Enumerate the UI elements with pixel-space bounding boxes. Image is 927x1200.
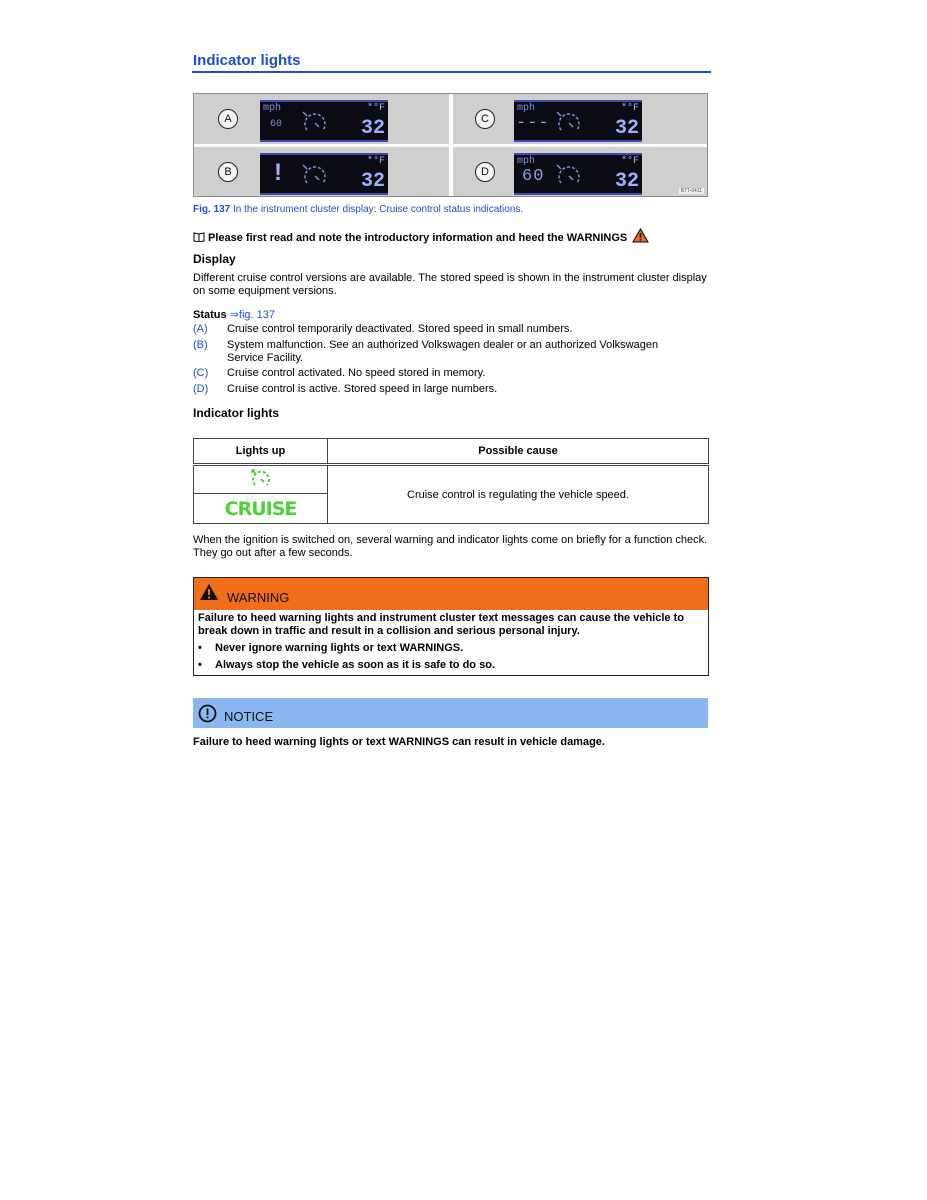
status-key: (B) [193,339,208,351]
lcd-mph: mph [263,103,282,114]
figure-caption [193,204,523,215]
warning-triangle-icon [199,583,219,601]
read-first-note [193,228,649,244]
cruise-control-icon [302,110,328,134]
list-item [193,323,708,336]
status-key: (A) [193,323,208,335]
notice-header [193,698,708,728]
lcd-display [514,153,642,195]
warning-bullet-text: Always stop the vehicle as soon as it is safe to do so. [215,659,495,671]
page-title: Indicator lights [193,52,301,69]
status-label: Status [193,309,227,321]
status-text: Cruise control activated. No speed stored in memory. [227,367,486,379]
panel-label: D [475,162,495,182]
title-rule [192,71,711,73]
lcd-display [260,153,388,195]
figure-panel-d [453,147,708,197]
list-item [193,367,708,380]
table-cell-icon [194,494,328,524]
column-header-lights-up: Lights up [194,439,328,465]
status-text: System malfunction. See an authorized Volkswagen dealer or an authorized Volkswagen Service Facility. [227,339,659,364]
lcd-temp-unit: *°F [620,103,639,114]
lcd-temperature: 32 [614,117,639,140]
figure-reference-link[interactable]: ⇒fig. 137 [226,309,275,321]
status-text: Cruise control is active. Stored speed in large numbers. [227,383,498,395]
figure-cluster-display [193,93,708,197]
lcd-temp-unit: *°F [366,156,385,167]
status-key: (D) [193,383,209,395]
lcd-temperature: 32 [360,170,385,193]
list-item [193,383,708,396]
lcd-display [514,100,642,142]
lcd-speed-large: --- [516,114,550,133]
cruise-control-icon [556,163,582,187]
notice-body: Failure to heed warning lights or text WARNINGS can result in vehicle damage. [193,736,605,748]
table-header-row [194,439,709,465]
lcd-malfunction: ! [274,159,282,186]
panel-label: C [475,109,495,129]
table-row [194,465,709,494]
lcd-mph: mph [517,156,536,167]
lcd-speed-large: 60 [522,167,545,186]
figure-panel-c [453,94,708,144]
book-icon [193,232,205,242]
status-heading [193,308,275,321]
table-cell-icon [194,465,328,494]
section-heading-display: Display [193,252,236,266]
bullet: • [198,659,202,671]
read-first-text: Please first read and note the introductory information and heed the WARNINGS [208,232,628,244]
cruise-text-indicator: CRUISE [224,497,297,520]
warning-triangle-icon [632,228,649,243]
warning-header [194,578,708,610]
list-item [193,339,708,365]
section-heading-indicator-lights: Indicator lights [193,406,280,420]
warning-bullet-text: Never ignore warning lights or text WARNINGS. [215,642,464,654]
figure-number: Fig. 137 [193,204,231,215]
display-paragraph: Different cruise control versions are available. The stored speed is shown in the instrument cluster display on some equipment versions. [193,272,707,297]
lcd-speed-small: 60 [270,119,283,130]
cruise-control-icon [250,468,272,488]
column-header-possible-cause: Possible cause [328,439,709,465]
bullet: • [198,642,202,654]
notice-title: NOTICE [224,709,274,724]
warning-box [193,577,709,676]
table-cell-cause: Cruise control is regulating the vehicle speed. [328,465,709,524]
lcd-temp-unit: *°F [620,156,639,167]
figure-panel-b [194,147,449,197]
exclamation-circle-icon [198,704,217,723]
cruise-control-icon [556,110,582,134]
panel-label: A [218,109,238,129]
warning-body: Failure to heed warning lights and instrument cluster text messages can cause the vehicle to break down in traffic and result in a collision and serious personal injury. [198,612,684,637]
figure-code: B7T-0411 [680,188,702,194]
ignition-paragraph: When the ignition is switched on, several warning and indicator lights come on briefly for a function check. They go out after a few seconds. [193,534,708,559]
panel-label: B [218,162,238,182]
warning-title: WARNING [227,590,290,605]
lcd-temperature: 32 [360,117,385,140]
cruise-control-icon [302,163,328,187]
lcd-mph: mph [517,103,536,114]
status-text: Cruise control temporarily deactivated. Stored speed in small numbers. [227,323,573,335]
lcd-display [260,100,388,142]
lcd-temperature: 32 [614,170,639,193]
figure-caption-text: In the instrument cluster display: Cruise control status indications. [230,204,524,215]
lcd-temp-unit: *°F [366,103,385,114]
status-key: (C) [193,367,209,379]
indicator-table [193,438,709,524]
figure-panel-a [194,94,449,144]
